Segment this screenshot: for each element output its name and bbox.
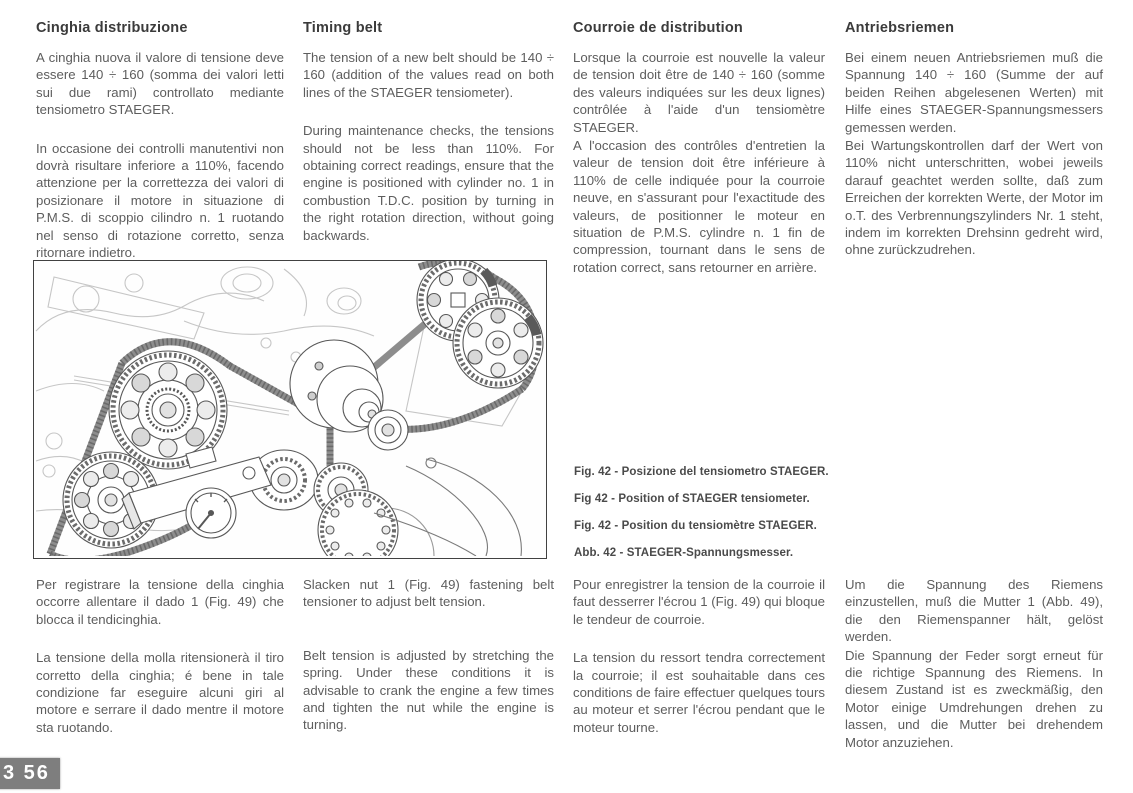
idler-pulley	[368, 410, 408, 450]
paragraph: La tension du ressort tendra correctement la courroie; il est souhaitable dans ces conditions de faire effectuer quelques tours au moteur et serrer l'écrou pendant que le moteur tourne.	[573, 650, 825, 735]
paragraph: The tension of a new belt should be 140 ÷ 160 (addition of the values read on both lines of the STAEGER tensiometer).	[303, 50, 554, 100]
column-german-top	[845, 20, 1103, 259]
paragraph: Slacken nut 1 (Fig. 49) fastening belt tensioner to adjust belt tension.	[303, 577, 554, 610]
paragraph: Um die Spannung des Riemens einzustellen, muß die Mutter 1 (Abb. 49), die den Riemenspanner hält, gelöst werden.	[845, 577, 1103, 645]
paragraph: Die Spannung der Feder sorgt erneut für die richtige Spannung des Riemens. In diesem Zustand ist es zweckmäßig, den Motor einige Umdrehungen drehen zu lassen, und die Mutter bei drehendem Motor anzuziehen.	[845, 647, 1103, 750]
figure-caption-english: Fig 42 - Position of STAEGER tensiometer.	[574, 493, 810, 505]
crankshaft-gear	[318, 490, 434, 556]
figure-caption-italian: Fig. 42 - Posizione del tensiometro STAEGER.	[574, 466, 829, 478]
paragraph: Bei Wartungskontrollen darf der Wert von 110% nicht unterschritten, wobei jeweils darauf geachtet werden sollte, daß zum Erreichen der korrekten Werte, der Motor im o.T. des Verbrennungszylinders Nr. 1 steht, indem im korrekten Drehsinn gedreht wird, ohne zurückzudrehen.	[845, 138, 1103, 258]
paragraph: In occasione dei controlli manutentivi non dovrà risultare inferiore a 110%, facendo attenzione per la correttezza dei valori di posizionare il motore in situazione di P.M.S. di scoppio cilindro n. 1 ruotando nel senso di rotazione corretto, senza ritornare indietro.	[36, 140, 284, 261]
heading-english: Timing belt	[303, 20, 383, 36]
column-italian-top	[36, 20, 284, 261]
engine-timing-belt-illustration	[34, 261, 544, 556]
heading-italian: Cinghia distribuzione	[36, 20, 188, 36]
column-french-top	[573, 20, 825, 276]
paragraph: During maintenance checks, the tensions should not be less than 110%. For obtaining correct readings, ensure that the engine is positioned with cylinder no. 1 in combustion T.D.C. position by turning in the right rotation direction, without going backwards.	[303, 123, 554, 243]
paragraph: Bei einem neuen Antriebsriemen muß die Spannung 140 ÷ 160 (Summe der auf beiden Reihen abgelesenen Werten) mit Hilfe eines STAEGER-Spannungsmessers gemessen werden.	[845, 50, 1103, 135]
figure-caption-german: Abb. 42 - STAEGER-Spannungsmesser.	[574, 547, 794, 559]
column-english-top	[303, 20, 554, 244]
paragraph: A l'occasion des contrôles d'entretien la valeur de tension doit être inférieure à 110% de celle indiquée pour la courroie neuve, en s'assurant pour l'exactitude des valeurs, de positionner le moteur en situation de P.M.S. cylindre n. 1 fin de compression, tournant dans le sens de rotation correct, sans retourner en arrière.	[573, 138, 825, 275]
column-italian-bottom	[36, 576, 284, 736]
paragraph: Per registrare la tensione della cinghia occorre allentare il dado 1 (Fig. 49) che blocca il tendicinghia.	[36, 577, 284, 627]
paragraph: A cinghia nuova il valore di tensione deve essere 140 ÷ 160 (somma dei valori letti sui due rami) controllato mediante tensiometro STAEGER.	[36, 50, 284, 118]
figure-captions	[574, 466, 829, 574]
right-pulley	[453, 298, 543, 388]
paragraph: Belt tension is adjusted by stretching the spring. Under these conditions it is advisable to crank the engine a few times and tighten the nut while the engine is turning.	[303, 647, 554, 733]
paragraph: La tensione della molla ritensionerà il tiro corretto della cinghia; é bene in tale condizione far eseguire alcuni giri al motore e serrare il dado mentre il motore sta ruotando.	[36, 650, 284, 735]
figure-42-box	[33, 260, 547, 559]
column-french-bottom	[573, 576, 825, 736]
paragraph: Pour enregistrer la tension de la courroie il faut desserrer l'écrou 1 (Fig. 49) qui bloque le tendeur de courroie.	[573, 577, 825, 627]
column-german-bottom	[845, 576, 1103, 751]
figure-caption-french: Fig. 42 - Position du tensiomètre STAEGER.	[574, 520, 817, 532]
heading-german: Antriebsriemen	[845, 20, 955, 36]
column-english-bottom	[303, 576, 554, 734]
water-pump-pulley	[290, 340, 383, 432]
heading-french: Courroie de distribution	[573, 20, 743, 36]
page-number-badge: 3 56	[0, 758, 60, 789]
paragraph: Lorsque la courroie est nouvelle la valeur de tension doit être de 140 ÷ 160 (somme des valeurs indiquées sur les deux lignes) contrôlée à l'aide d'un tensiomètre STAEGER.	[573, 50, 825, 135]
